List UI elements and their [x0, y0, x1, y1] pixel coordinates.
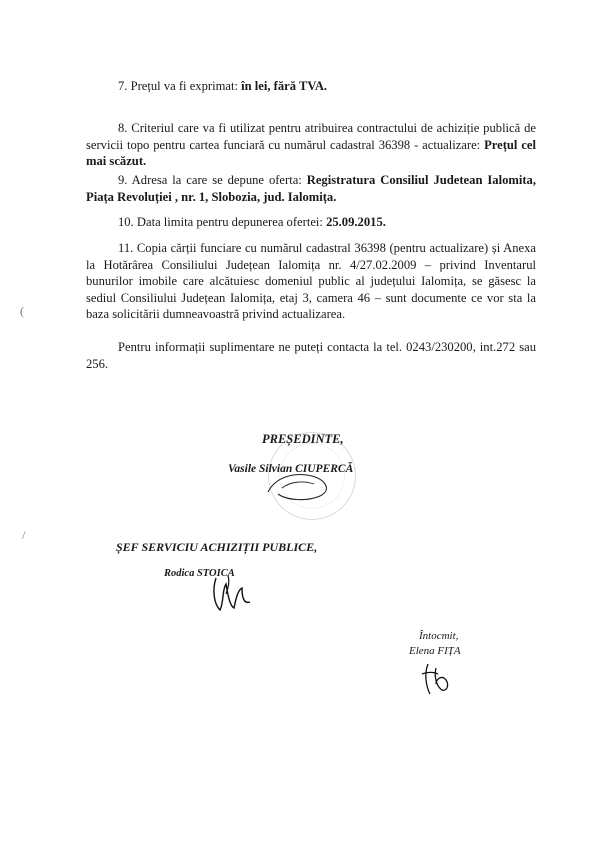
president-signature	[262, 466, 342, 506]
contact-info: Pentru informații suplimentare ne puteți contacta la tel. 0243/230200, int.272 sau 256.	[86, 340, 536, 371]
item-9-bold: Registratura Consiliul Judetean Ialomita, Piața Revoluției , nr. 1, Slobozia, jud. Ialomița	[86, 173, 537, 204]
procurement-chief-name: Rodica STOICA	[164, 568, 235, 579]
item-7-bold: în lei, fără TVA	[241, 79, 324, 93]
item-9: 9. Adresa la care se depune oferta: Registratura Consiliul Judetean Ialomita, Piața Revoluției , nr. 1, Slobozia, jud. Ialomița.	[86, 173, 537, 204]
margin-mark-2: /	[22, 528, 26, 542]
item-7: 7. Prețul va fi exprimat: în lei, fără TVA.	[118, 79, 328, 93]
item-8: 8. Criteriul care va fi utilizat pentru atribuirea contractului de achiziție publică de servicii topo pentru cartea funciară cu numărul cadastral 36398 - actualizare: Prețul cel mai scăzut.	[86, 121, 537, 168]
drafted-by-label: Întocmit,	[419, 630, 459, 642]
procurement-chief-signature	[208, 572, 258, 616]
procurement-chief-title: ȘEF SERVICIU ACHIZIȚII PUBLICE,	[116, 540, 318, 554]
item-8-bold: Prețul cel mai scăzut	[86, 137, 537, 168]
president-title: PREȘEDINTE,	[262, 432, 344, 446]
item-10-bold: 25.09.2015	[326, 215, 383, 229]
item-11: 11. Copia cărții funciare cu numărul cadastral 36398 (pentru actualizare) și Anexa la Hotărârea Consiliului Județean Ialomița nr. 4/27.02.2009 – privind Inventarul bunurilor imobile care alcătuiesc domeniul public al județului Ialomița, se găsesc la sediul Consiliului Județean Ialomița, etaj 3, camera 46 – sunt documente ce vor sta la baza solicitării dumneavoastră privind actualizarea.	[86, 241, 536, 321]
president-name: Vasile Silvian CIUPERCĂ	[228, 463, 354, 475]
drafted-by-name: Elena FIȚA	[409, 645, 461, 657]
drafted-by-signature	[418, 660, 454, 698]
item-10: 10. Data limita pentru depunerea ofertei: 25.09.2015.	[118, 215, 386, 229]
margin-mark-1: (	[20, 304, 24, 318]
